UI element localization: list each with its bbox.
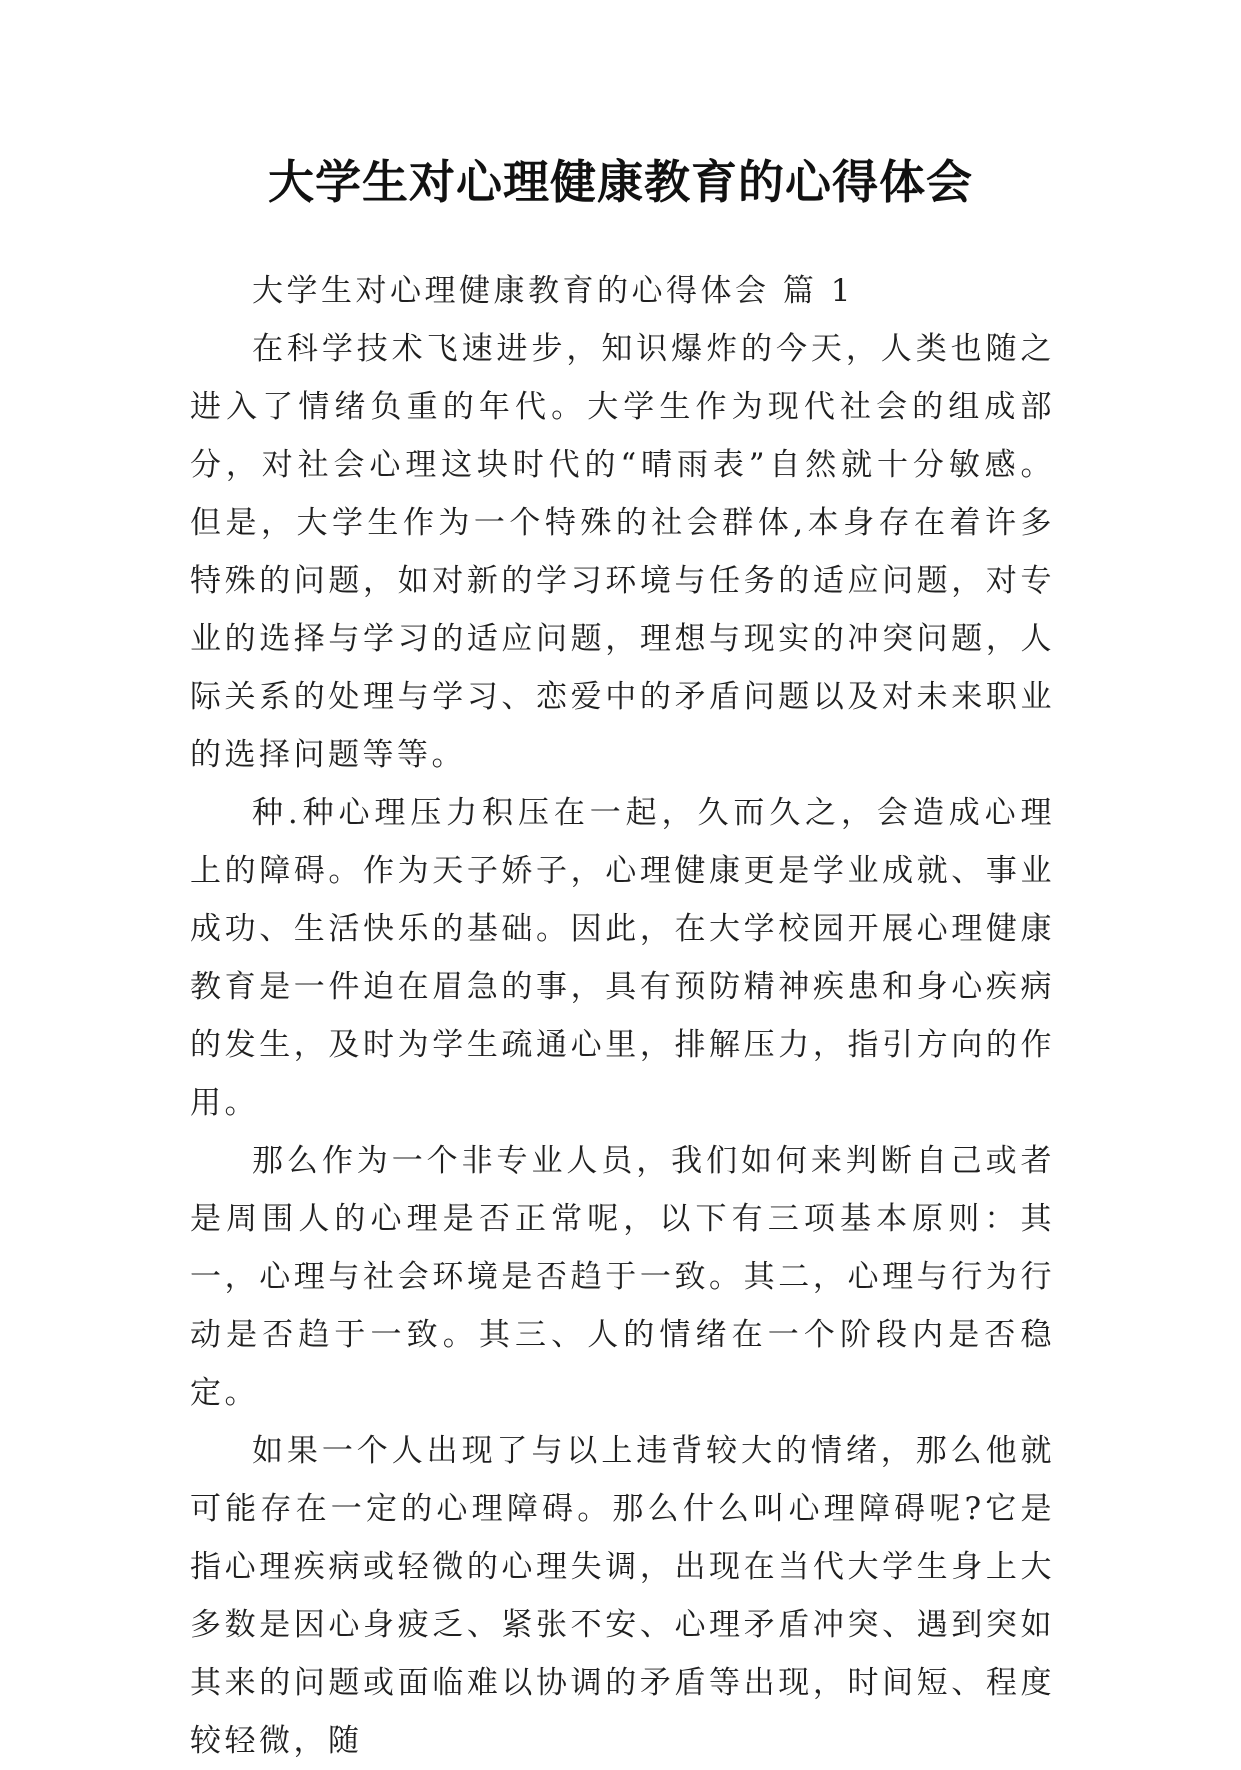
paragraph: 那么作为一个非专业人员，我们如何来判断自己或者是周围人的心理是否正常呢，以下有三项基本原则：其一，心理与社会环境是否趋于一致。其二，心理与行为行动是否趋于一致。其三、人的情绪在一个阶段内是否稳定。 — [190, 1143, 1055, 1411]
document-body — [190, 262, 1055, 1770]
paragraph: 种.种心理压力积压在一起，久而久之，会造成心理上的障碍。作为天子娇子，心理健康更是学业成就、事业成功、生活快乐的基础。因此，在大学校园开展心理健康教育是一件迫在眉急的事，具有预防精神疾患和身心疾病的发生，及时为学生疏通心里，排解压力，指引方向的作用。 — [190, 795, 1055, 1121]
paragraph: 在科学技术飞速进步，知识爆炸的今天，人类也随之进入了情绪负重的年代。大学生作为现代社会的组成部分，对社会心理这块时代的“晴雨表”自然就十分敏感。但是，大学生作为一个特殊的社会群体,本身存在着许多特殊的问题，如对新的学习环境与任务的适应问题，对专业的选择与学习的适应问题，理想与现实的冲突问题，人际关系的处理与学习、恋爱中的矛盾问题以及对未来职业的选择问题等等。 — [190, 331, 1055, 773]
section-heading: 大学生对心理健康教育的心得体会 篇 1 — [252, 273, 854, 309]
paragraph: 如果一个人出现了与以上违背较大的情绪，那么他就可能存在一定的心理障碍。那么什么叫心理障碍呢?它是指心理疾病或轻微的心理失调，出现在当代大学生身上大多数是因心身疲乏、紧张不安、心理矛盾冲突、遇到突如其来的问题或面临难以协调的矛盾等出现，时间短、程度较轻微，随 — [190, 1433, 1055, 1759]
document-title: 大学生对心理健康教育的心得体会 — [268, 155, 973, 209]
